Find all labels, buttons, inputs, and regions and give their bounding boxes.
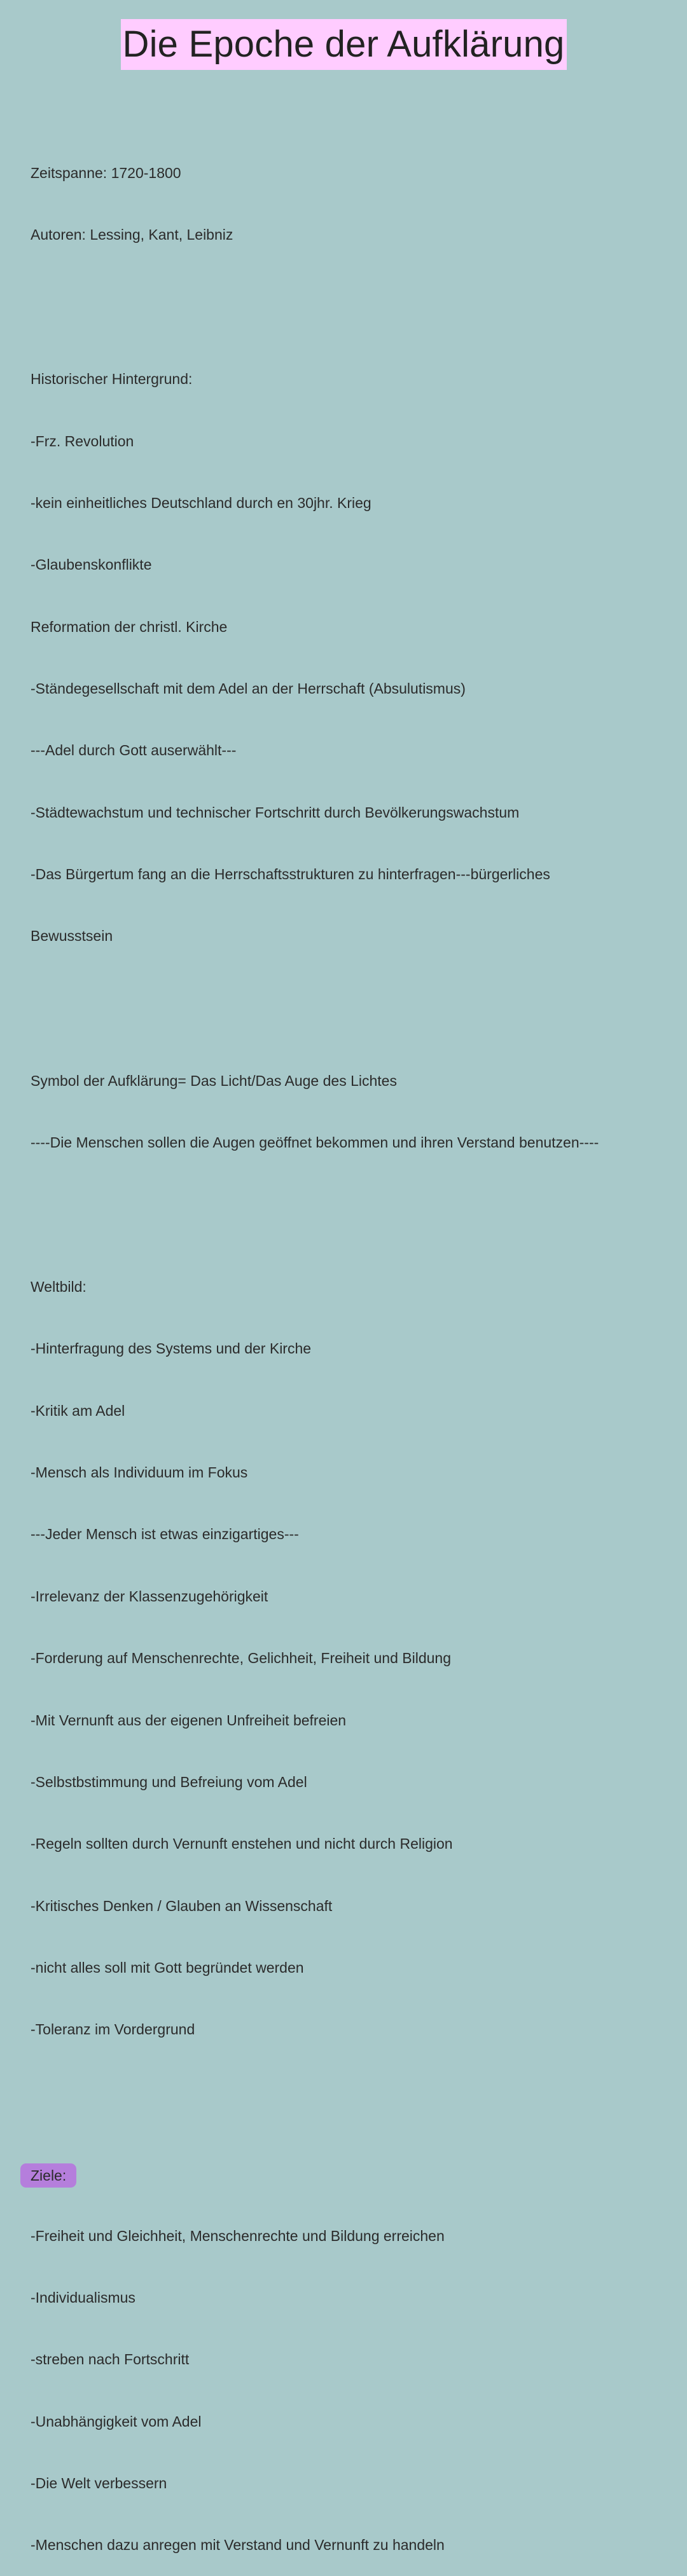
list-item: -Frz. Revolution [31, 432, 134, 449]
list-item: -Hinterfragung des Systems und der Kirche [31, 1340, 312, 1357]
list-item: -Das Bürgertum fang an die Herrschaftsstrukturen zu hinterfragen---bürgerliches [31, 866, 550, 883]
spacer [31, 988, 673, 1008]
list-item: -Die Welt verbessern [31, 2475, 167, 2492]
page-title: Die Epoche der Aufklärung [121, 19, 567, 70]
list-item: ---Adel durch Gott auserwählt--- [31, 742, 237, 759]
autoren-line: Autoren: Lessing, Kant, Leibniz [31, 226, 233, 243]
spacer [31, 2081, 673, 2102]
list-item: -Selbstbstimmung und Befreiung vom Adel [31, 1773, 307, 1790]
spacer [31, 1194, 673, 1214]
ziele-heading: Ziele: [20, 2163, 76, 2188]
list-item: -Ständegesellschaft mit dem Adel an der Herrschaft (Absulutismus) [31, 680, 466, 697]
list-item: -Kritik am Adel [31, 1402, 125, 1419]
list-item: -Städtewachstum und technischer Fortschritt durch Bevölkerungswachstum [31, 804, 520, 821]
symbol-line: Symbol der Aufklärung= Das Licht/Das Auge des Lichtes [31, 1072, 397, 1089]
list-item: -streben nach Fortschritt [31, 2351, 190, 2368]
list-item: -Forderung auf Menschenrechte, Gelichheit, Freiheit und Bildung [31, 1650, 451, 1667]
list-item: Reformation der christl. Kirche [31, 618, 228, 635]
list-item: -Menschen dazu anregen mit Verstand und Vernunft zu handeln [31, 2537, 445, 2554]
document-body [31, 121, 673, 2576]
list-item: -Irrelevanz der Klassenzugehörigkeit [31, 1587, 268, 1605]
zeitspanne-line: Zeitspanne: 1720-1800 [31, 164, 181, 181]
historisch-heading: Historischer Hintergrund: [31, 371, 193, 388]
list-item: -Individualismus [31, 2289, 135, 2306]
list-item: Bewusstsein [31, 928, 113, 945]
list-item: -Freiheit und Gleichheit, Menschenrechte und Bildung erreichen [31, 2227, 445, 2244]
list-item: ---Jeder Mensch ist etwas einzigartiges--- [31, 1526, 299, 1543]
spacer [31, 287, 673, 307]
list-item: -Regeln sollten durch Vernunft enstehen und nicht durch Religion [31, 1835, 453, 1853]
list-item: -Mensch als Individuum im Fokus [31, 1464, 248, 1481]
ziele-heading-row [31, 2163, 673, 2184]
list-item: -Mit Vernunft aus der eigenen Unfreiheit befreien [31, 1711, 347, 1729]
symbol-explanation: ----Die Menschen sollen die Augen geöffnet bekommen und ihren Verstand benutzen---- [31, 1134, 599, 1151]
weltbild-heading: Weltbild: [31, 1278, 87, 1296]
list-item: -Kritisches Denken / Glauben an Wissenschaft [31, 1897, 333, 1914]
title-container [0, 19, 687, 70]
list-item: -nicht alles soll mit Gott begründet werden [31, 1959, 304, 1976]
list-item: -kein einheitliches Deutschland durch en 30jhr. Krieg [31, 495, 371, 512]
list-item: -Unabhängigkeit vom Adel [31, 2413, 202, 2430]
list-item: -Glaubenskonflikte [31, 556, 152, 573]
list-item: -Toleranz im Vordergrund [31, 2021, 195, 2038]
